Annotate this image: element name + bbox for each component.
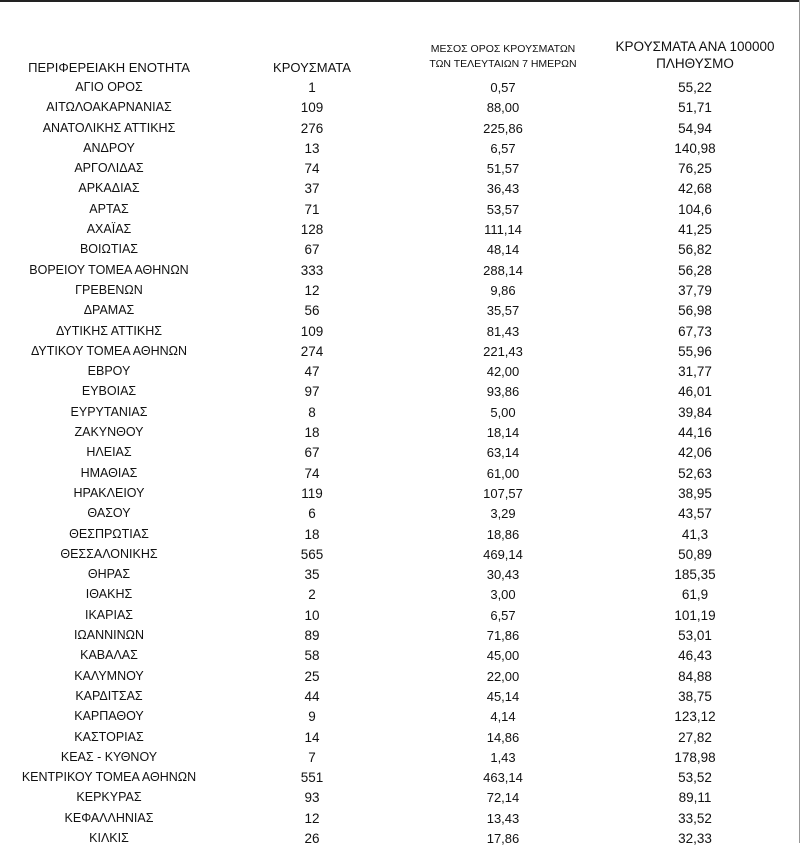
cell-avg7: 61,00 xyxy=(486,465,520,481)
cell-region: ΔΡΑΜΑΣ xyxy=(83,303,135,318)
cell-region: ΑΧΑΪΑΣ xyxy=(86,222,132,237)
cell-avg7: 53,57 xyxy=(486,201,520,217)
table-row xyxy=(0,179,800,199)
cell-region: ΘΕΣΣΑΛΟΝΙΚΗΣ xyxy=(60,546,158,561)
cell-cases: 8 xyxy=(308,404,316,420)
table-body xyxy=(0,78,800,849)
cell-avg7: 0,57 xyxy=(490,80,516,95)
cell-cases: 93 xyxy=(304,790,320,806)
cell-per100k: 56,28 xyxy=(678,262,712,278)
cell-cases: 26 xyxy=(304,830,320,846)
table-row xyxy=(0,423,800,443)
cell-avg7: 288,14 xyxy=(483,262,523,278)
cell-region: ΒΟΙΩΤΙΑΣ xyxy=(79,242,139,257)
header-per100k-line2: ΠΛΗΘΥΣΜΟ xyxy=(656,56,734,71)
cell-cases: 74 xyxy=(304,161,320,177)
cell-region: ΚΕΝΤΡΙΚΟΥ ΤΟΜΕΑ ΑΘΗΝΩΝ xyxy=(21,770,197,785)
cell-cases: 18 xyxy=(304,425,320,441)
table-row xyxy=(0,98,800,118)
header-per100k-line1: ΚΡΟΥΣΜΑΤΑ ΑΝΑ 100000 xyxy=(615,39,775,54)
cell-per100k: 84,88 xyxy=(678,668,712,684)
table-row xyxy=(0,748,800,768)
table-row xyxy=(0,200,800,220)
cell-region: ΚΑΒΑΛΑΣ xyxy=(80,648,138,663)
table-row xyxy=(0,139,800,159)
cell-region: ΑΓΙΟ ΟΡΟΣ xyxy=(75,80,143,94)
table-row xyxy=(0,362,800,382)
table-row xyxy=(0,626,800,646)
cell-avg7: 48,14 xyxy=(486,242,520,258)
cell-cases: 109 xyxy=(300,100,324,116)
cell-per100k: 33,52 xyxy=(678,810,712,826)
table-row xyxy=(0,78,800,98)
cell-cases: 333 xyxy=(300,262,324,278)
cell-avg7: 6,57 xyxy=(490,140,516,156)
cell-per100k: 52,63 xyxy=(678,465,712,481)
table-row xyxy=(0,301,800,321)
table-row xyxy=(0,606,800,626)
cell-cases: 276 xyxy=(300,120,324,136)
cell-avg7: 463,14 xyxy=(483,770,523,786)
cell-avg7: 111,14 xyxy=(484,222,522,238)
cell-per100k: 32,33 xyxy=(678,830,712,846)
cell-per100k: 61,9 xyxy=(681,587,709,603)
cell-region: ΚΑΣΤΟΡΙΑΣ xyxy=(74,729,144,744)
cell-cases: 12 xyxy=(304,810,320,826)
cell-per100k: 38,75 xyxy=(678,688,712,704)
cell-avg7: 22,00 xyxy=(486,668,520,684)
table-row xyxy=(0,281,800,301)
cell-avg7: 13,43 xyxy=(486,810,520,826)
cell-region: ΗΡΑΚΛΕΙΟΥ xyxy=(73,485,145,500)
table-row xyxy=(0,707,800,727)
table-header xyxy=(0,34,800,78)
cell-cases: 9 xyxy=(308,709,316,725)
cell-per100k: 55,22 xyxy=(678,80,712,95)
table-row xyxy=(0,667,800,687)
cell-region: ΑΝΑΤΟΛΙΚΗΣ ΑΤΤΙΚΗΣ xyxy=(42,120,176,135)
table-row xyxy=(0,646,800,666)
cell-cases: 13 xyxy=(304,140,320,156)
cell-per100k: 43,57 xyxy=(678,506,712,522)
table-row xyxy=(0,809,800,829)
cell-cases: 7 xyxy=(308,749,316,765)
cell-per100k: 53,52 xyxy=(678,770,712,786)
cell-region: ΕΥΡΥΤΑΝΙΑΣ xyxy=(70,404,148,419)
cell-cases: 128 xyxy=(300,222,324,238)
table-row xyxy=(0,322,800,342)
cell-region: ΕΒΡΟΥ xyxy=(87,364,131,379)
cell-per100k: 41,3 xyxy=(681,526,709,542)
cell-region: ΑΝΔΡΟΥ xyxy=(83,140,135,155)
cell-avg7: 72,14 xyxy=(486,790,520,806)
cell-avg7: 3,00 xyxy=(490,587,516,603)
cell-cases: 25 xyxy=(304,668,320,684)
table-row xyxy=(0,159,800,179)
header-per100k xyxy=(600,38,790,72)
cell-cases: 18 xyxy=(304,526,320,542)
cell-avg7: 9,86 xyxy=(490,282,516,298)
cell-cases: 74 xyxy=(304,465,320,481)
cell-avg7: 93,86 xyxy=(486,384,520,400)
cell-cases: 12 xyxy=(304,282,320,298)
cell-per100k: 41,25 xyxy=(678,222,712,238)
cell-per100k: 55,96 xyxy=(678,343,712,359)
cell-region: ΑΡΚΑΔΙΑΣ xyxy=(78,181,140,196)
cell-avg7: 4,14 xyxy=(490,709,516,725)
header-avg7 xyxy=(408,42,598,72)
table-row xyxy=(0,342,800,362)
cell-avg7: 3,29 xyxy=(490,506,516,522)
cell-region: ΚΕΦΑΛΛΗΝΙΑΣ xyxy=(64,810,154,825)
cell-cases: 551 xyxy=(300,770,324,786)
cell-per100k: 42,68 xyxy=(678,181,712,197)
cell-avg7: 30,43 xyxy=(486,567,520,583)
cell-avg7: 221,43 xyxy=(483,343,523,359)
table-row xyxy=(0,261,800,281)
cell-avg7: 1,43 xyxy=(490,749,516,765)
table-row xyxy=(0,240,800,260)
cell-region: ΚΑΛΥΜΝΟΥ xyxy=(74,668,144,683)
cell-region: ΚΙΛΚΙΣ xyxy=(89,830,129,845)
cell-avg7: 45,00 xyxy=(486,648,520,664)
cell-per100k: 101,19 xyxy=(674,607,716,623)
cell-cases: 2 xyxy=(308,587,316,603)
cell-cases: 6 xyxy=(308,506,316,522)
cell-region: ΘΑΣΟΥ xyxy=(87,506,131,521)
cell-per100k: 54,94 xyxy=(678,120,712,136)
cell-per100k: 44,16 xyxy=(678,425,712,441)
cell-region: ΗΛΕΙΑΣ xyxy=(86,445,132,460)
cell-avg7: 63,14 xyxy=(486,445,520,461)
cell-cases: 71 xyxy=(304,201,320,217)
cell-region: ΘΗΡΑΣ xyxy=(87,567,131,582)
cell-region: ΚΕΡΚΥΡΑΣ xyxy=(76,790,142,805)
cell-cases: 274 xyxy=(300,343,324,359)
cell-avg7: 81,43 xyxy=(486,323,520,339)
cell-per100k: 27,82 xyxy=(678,729,712,745)
cell-per100k: 46,43 xyxy=(678,648,712,664)
table-row xyxy=(0,403,800,423)
cell-region: ΑΡΤΑΣ xyxy=(89,201,129,216)
table-row xyxy=(0,565,800,585)
cell-per100k: 89,11 xyxy=(678,790,712,806)
cell-avg7: 14,86 xyxy=(486,729,520,745)
cell-region: ΚΑΡΔΙΤΣΑΣ xyxy=(75,688,143,703)
table-row xyxy=(0,484,800,504)
cell-avg7: 42,00 xyxy=(486,364,520,380)
cell-per100k: 123,12 xyxy=(674,709,716,725)
cell-avg7: 45,14 xyxy=(486,688,520,704)
cell-avg7: 18,86 xyxy=(486,526,520,542)
table-row xyxy=(0,728,800,748)
table-row xyxy=(0,443,800,463)
table-row xyxy=(0,768,800,788)
cell-region: ΔΥΤΙΚΟΥ ΤΟΜΕΑ ΑΘΗΝΩΝ xyxy=(30,343,188,358)
cell-region: ΔΥΤΙΚΗΣ ΑΤΤΙΚΗΣ xyxy=(56,323,162,338)
cell-per100k: 185,35 xyxy=(674,567,716,583)
cell-cases: 565 xyxy=(300,546,324,562)
table-row xyxy=(0,585,800,605)
cell-cases: 67 xyxy=(304,242,320,258)
table-row xyxy=(0,687,800,707)
cell-cases: 119 xyxy=(301,485,323,501)
cell-per100k: 56,82 xyxy=(678,242,712,258)
cell-per100k: 140,98 xyxy=(674,140,716,156)
cell-per100k: 51,71 xyxy=(678,100,712,116)
cell-per100k: 39,84 xyxy=(678,404,712,420)
table-row xyxy=(0,545,800,565)
table-row xyxy=(0,525,800,545)
cell-avg7: 5,00 xyxy=(490,404,516,420)
cell-region: ΓΡΕΒΕΝΩΝ xyxy=(75,282,143,297)
cell-avg7: 88,00 xyxy=(486,100,520,116)
cell-cases: 47 xyxy=(304,364,320,380)
cell-cases: 10 xyxy=(304,607,320,623)
cell-per100k: 46,01 xyxy=(678,384,712,400)
cell-cases: 67 xyxy=(304,445,320,461)
table-row xyxy=(0,829,800,849)
cell-region: ΙΚΑΡΙΑΣ xyxy=(84,607,134,622)
table-row xyxy=(0,119,800,139)
cell-cases: 37 xyxy=(304,181,320,197)
cell-region: ΚΕΑΣ - ΚΥΘΝΟΥ xyxy=(60,749,158,764)
table-row xyxy=(0,382,800,402)
cell-avg7: 107,57 xyxy=(483,485,523,501)
header-avg7-line2: ΤΩΝ ΤΕΛΕΥΤΑΙΩΝ 7 ΗΜΕΡΩΝ xyxy=(429,58,577,70)
header-avg7-line1: ΜΕΣΟΣ ΟΡΟΣ ΚΡΟΥΣΜΑΤΩΝ xyxy=(430,43,576,55)
cell-per100k: 31,77 xyxy=(678,364,712,380)
cell-cases: 14 xyxy=(304,729,320,745)
cell-per100k: 76,25 xyxy=(678,161,712,177)
cell-region: ΙΩΑΝΝΙΝΩΝ xyxy=(73,628,145,643)
cell-cases: 109 xyxy=(300,323,324,339)
cell-avg7: 469,14 xyxy=(483,546,523,562)
cell-region: ΑΡΓΟΛΙΔΑΣ xyxy=(74,161,144,176)
table-row xyxy=(0,504,800,524)
cell-cases: 97 xyxy=(304,384,320,400)
cell-cases: 89 xyxy=(304,628,320,644)
table-row xyxy=(0,464,800,484)
cell-avg7: 18,14 xyxy=(486,425,520,441)
cell-cases: 58 xyxy=(304,648,320,664)
cell-per100k: 38,95 xyxy=(678,485,712,501)
cell-region: ΑΙΤΩΛΟΑΚΑΡΝΑΝΙΑΣ xyxy=(46,100,172,115)
cell-avg7: 6,57 xyxy=(490,607,516,623)
cell-region: ΘΕΣΠΡΩΤΙΑΣ xyxy=(69,526,149,541)
top-border xyxy=(0,0,800,2)
table-row xyxy=(0,788,800,808)
table-row xyxy=(0,220,800,240)
cell-avg7: 35,57 xyxy=(486,303,520,319)
cell-region: ΖΑΚΥΝΘΟΥ xyxy=(74,425,144,440)
cell-per100k: 50,89 xyxy=(678,546,712,562)
cell-avg7: 71,86 xyxy=(486,628,520,644)
cell-per100k: 53,01 xyxy=(678,628,712,644)
cell-per100k: 56,98 xyxy=(678,303,712,319)
cell-region: ΕΥΒΟΙΑΣ xyxy=(81,384,137,399)
cell-avg7: 36,43 xyxy=(486,181,520,197)
header-cases: ΚΡΟΥΣΜΑΤΑ xyxy=(273,60,351,75)
cell-cases: 1 xyxy=(308,80,316,95)
header-region: ΠΕΡΙΦΕΡΕΙΑΚΗ ΕΝΟΤΗΤΑ xyxy=(28,60,190,75)
cell-cases: 35 xyxy=(304,567,320,583)
cell-region: ΗΜΑΘΙΑΣ xyxy=(80,465,138,480)
cell-per100k: 42,06 xyxy=(678,445,712,461)
cell-per100k: 104,6 xyxy=(678,201,712,217)
cell-region: ΙΘΑΚΗΣ xyxy=(85,587,133,602)
cell-avg7: 51,57 xyxy=(486,161,520,177)
cell-cases: 56 xyxy=(304,303,320,319)
cell-per100k: 37,79 xyxy=(678,282,712,298)
cell-avg7: 17,86 xyxy=(486,830,520,846)
cell-region: ΒΟΡΕΙΟΥ ΤΟΜΕΑ ΑΘΗΝΩΝ xyxy=(29,262,189,277)
cell-per100k: 67,73 xyxy=(678,323,712,339)
cell-per100k: 178,98 xyxy=(674,749,716,765)
cell-avg7: 225,86 xyxy=(483,120,523,136)
cell-cases: 44 xyxy=(304,688,320,704)
cell-region: ΚΑΡΠΑΘΟΥ xyxy=(74,709,144,724)
